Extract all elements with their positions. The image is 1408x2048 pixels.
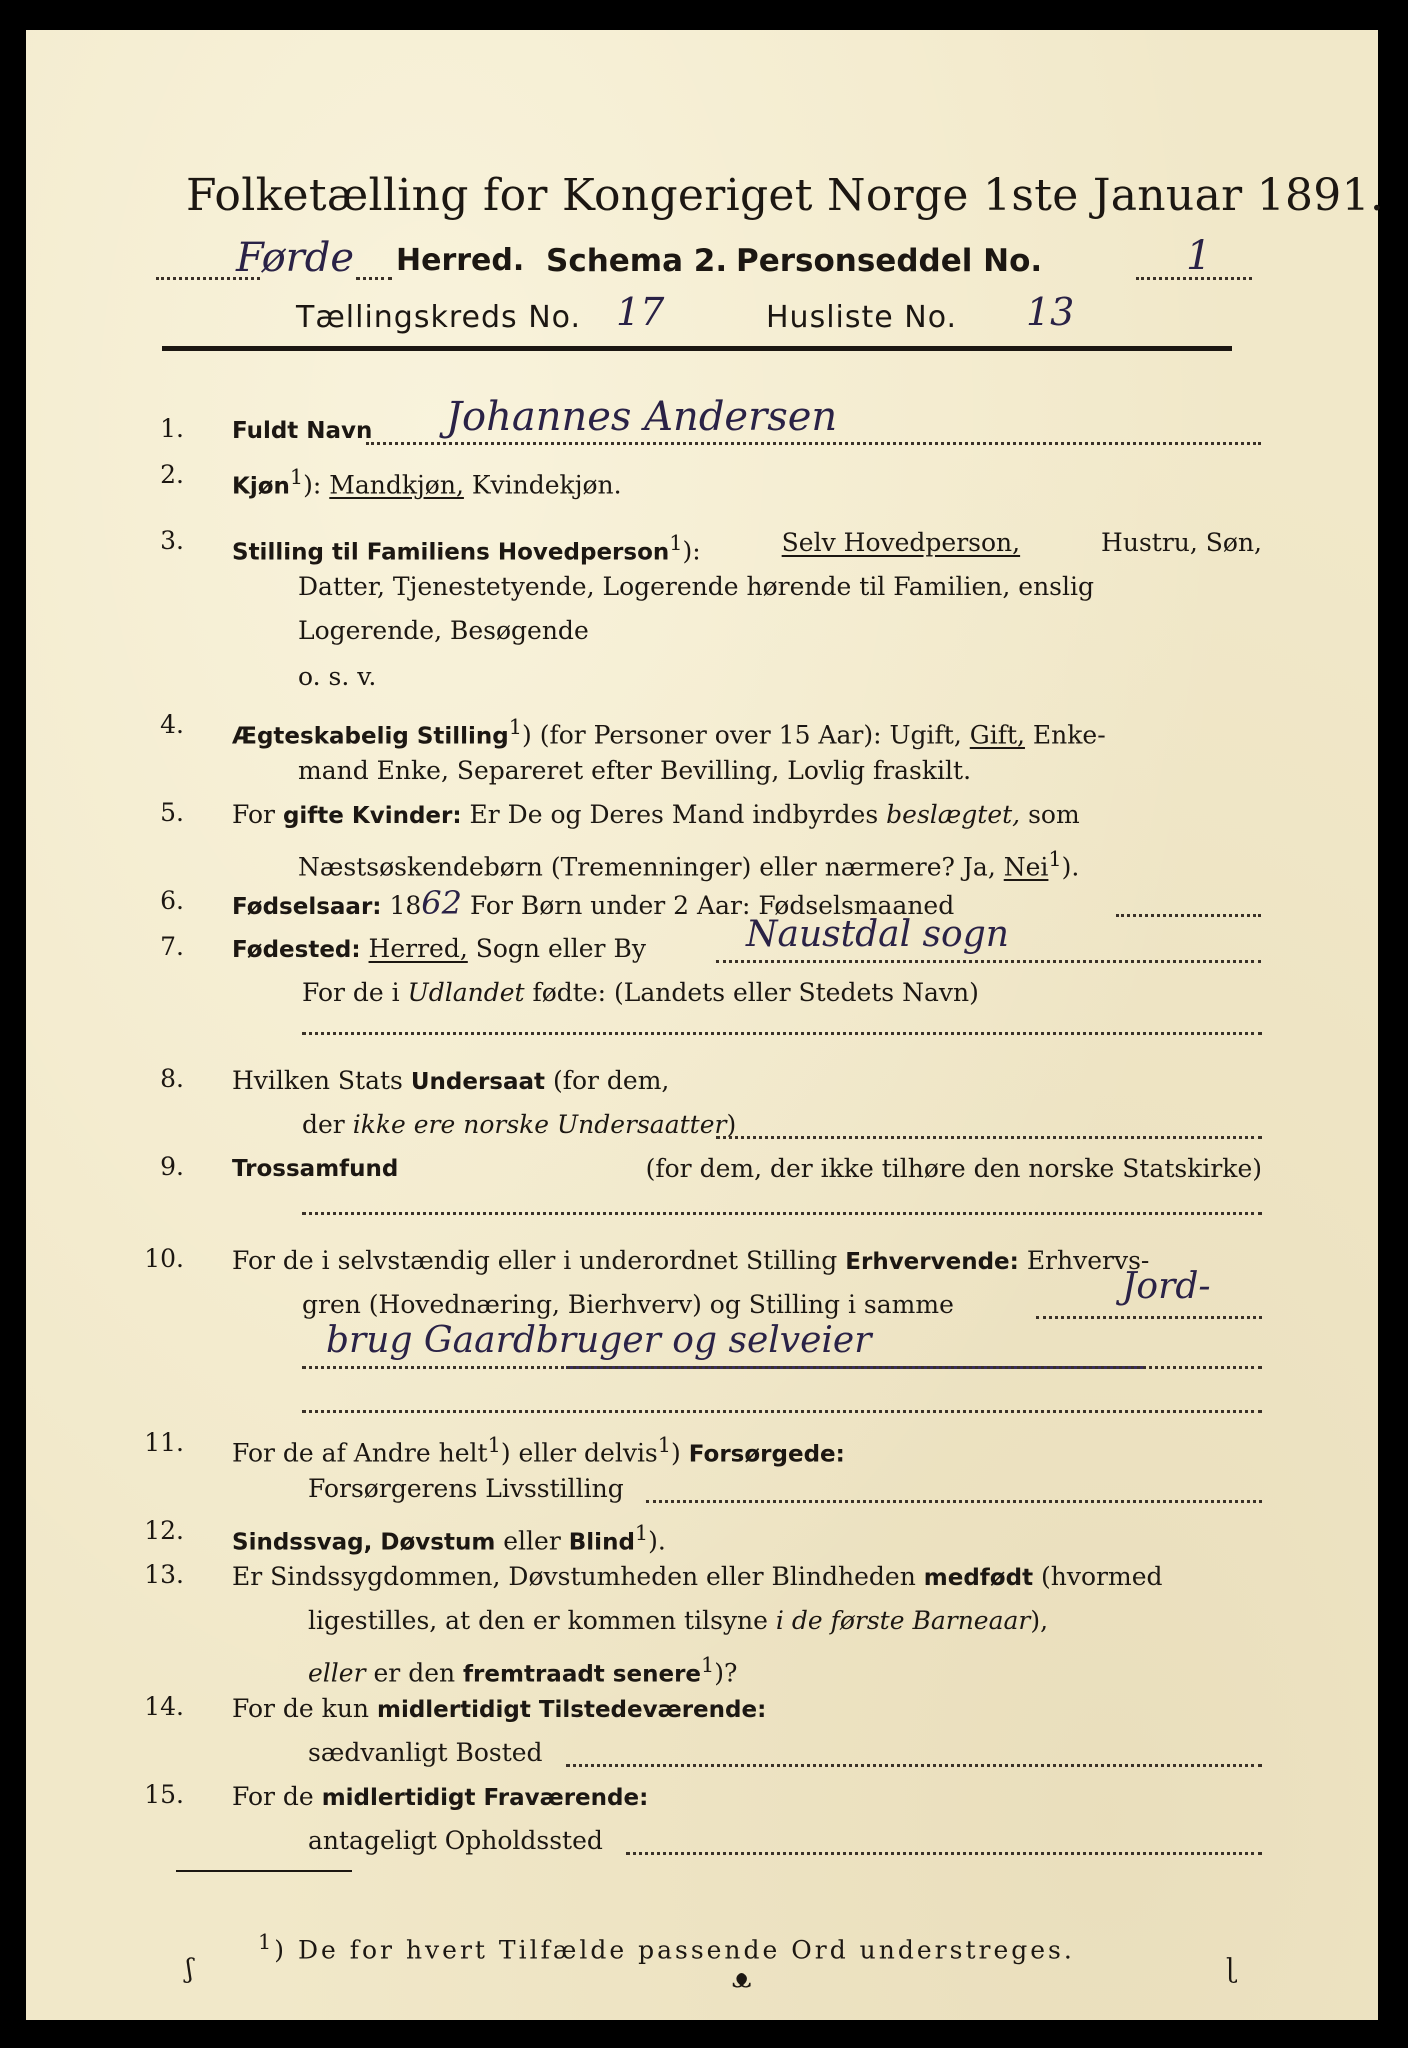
field-label: medfødt <box>923 1565 1034 1591</box>
dotted-line <box>626 1852 1262 1855</box>
kreds-number: 17 <box>616 290 665 334</box>
q13-line2 <box>308 1604 1048 1638</box>
q14-line1 <box>232 1692 766 1727</box>
text: For de kun <box>232 1694 370 1723</box>
text: (hvormed <box>1041 1562 1163 1591</box>
answer-occupation-1: Jord- <box>1122 1266 1211 1307</box>
dotted-line <box>716 960 1261 963</box>
superscript: 1 <box>258 1930 275 1954</box>
text-italic: ikke ere norske Undersaatter <box>352 1110 727 1139</box>
option-underlined: Herred, <box>368 934 468 963</box>
field-label: Erhvervende: <box>845 1249 1019 1275</box>
husliste-number: 13 <box>1026 290 1075 334</box>
text-italic: Udlandet <box>407 978 525 1007</box>
q8-line1 <box>232 1064 669 1099</box>
item-number: 6. <box>160 886 184 915</box>
q13-line3 <box>308 1648 737 1691</box>
text: Enke- <box>1032 720 1106 750</box>
item-number: 2. <box>160 460 184 489</box>
dotted-line <box>302 1366 1262 1369</box>
q11-line2: Forsørgerens Livsstilling <box>308 1474 624 1503</box>
item-number: 1. <box>160 414 184 443</box>
dotted-line <box>566 1764 1262 1767</box>
item-number: 4. <box>160 710 184 739</box>
punct: )? <box>714 1658 738 1688</box>
husliste-label: Husliste No. <box>766 300 958 335</box>
superscript: 1 <box>669 531 683 555</box>
item-number: 3. <box>160 526 184 555</box>
field-label: Stilling til Familiens Hovedperson <box>232 539 670 566</box>
q9-line <box>232 1152 1262 1186</box>
item-number: 15. <box>144 1780 184 1809</box>
dotted-line <box>1116 914 1261 917</box>
personseddel-label: Personseddel No. <box>736 243 1043 279</box>
option: Kvindekjøn. <box>471 470 622 500</box>
text: For <box>232 800 275 829</box>
personseddel-number: 1 <box>1186 233 1212 279</box>
q7-line2 <box>302 976 979 1010</box>
text-italic: beslægtet, <box>886 800 1021 829</box>
q12-line <box>232 1516 666 1559</box>
text: Erhvervs- <box>1026 1246 1150 1275</box>
field-label: Sindssvag, Døvstum <box>232 1529 496 1556</box>
q10-line1 <box>232 1244 1149 1279</box>
text: ligestilles, at den er kommen tilsyne <box>308 1606 768 1635</box>
text: For de af Andre helt <box>232 1438 488 1468</box>
field-label: Fuldt Navn <box>232 418 373 444</box>
item-number: 10. <box>144 1244 184 1273</box>
header-divider <box>162 346 1232 351</box>
footnote-text: ) De for hvert Tilfælde passende Ord understreges. <box>274 1935 1075 1965</box>
herred-value: Førde <box>236 235 355 281</box>
q8-line2 <box>302 1108 736 1142</box>
herred-label: Herred. <box>396 243 525 278</box>
superscript: 1 <box>487 1433 501 1457</box>
field-label: Ægteskabelig Stilling <box>232 723 509 750</box>
punct: ) <box>726 1110 737 1139</box>
option-underlined: Mandkjøn, <box>329 470 464 500</box>
q5-line2 <box>298 842 1079 884</box>
superscript: 1 <box>634 1521 649 1545</box>
field-label: fremtraadt senere <box>463 1661 702 1688</box>
schema-label: Schema 2. <box>546 243 728 279</box>
corner-mark: ɭ <box>1226 1954 1236 1984</box>
text: Er Sindssygdommen, Døvstumheden eller Blindheden <box>232 1562 916 1591</box>
dotted-line <box>366 442 1261 445</box>
item-number: 12. <box>144 1516 184 1545</box>
text: fødte: (Landets eller Stedets Navn) <box>532 978 979 1007</box>
kreds-label: Tællingskreds No. <box>296 300 581 335</box>
superscript: 1 <box>508 715 523 739</box>
q3-line1 <box>232 526 1262 569</box>
field-label: Undersaat <box>410 1069 546 1095</box>
option-underlined: Selv Hovedperson, <box>781 528 1021 557</box>
dotted-line <box>716 1136 1262 1139</box>
text: For Børn under 2 Aar: Fødselsmaaned <box>469 891 955 920</box>
item-number: 8. <box>160 1064 184 1093</box>
text: For de i <box>302 978 400 1007</box>
field-label: Fødselsaar: <box>232 894 382 920</box>
punct: ). <box>1061 852 1080 882</box>
corner-mark: ᴥ <box>732 1964 752 1994</box>
item-number: 9. <box>160 1152 184 1181</box>
text: Hvilken Stats <box>232 1066 403 1095</box>
field-label: gifte Kvinder: <box>282 803 462 829</box>
item-number: 5. <box>160 798 184 827</box>
q5-line1 <box>232 798 1080 833</box>
field-label: Fødested: <box>232 937 361 963</box>
punct: ) <box>671 1438 681 1468</box>
q15-line1 <box>232 1780 648 1815</box>
item-number: 11. <box>144 1428 184 1457</box>
punct: ): <box>682 536 701 566</box>
superscript: 1 <box>657 1433 672 1457</box>
q10-line2: gren (Hovednæring, Bierhverv) og Stilling i samme <box>302 1290 954 1319</box>
superscript: 1 <box>1048 847 1062 871</box>
q4-line1 <box>232 710 1106 753</box>
form-title: Folketælling for Kongeriget Norge 1ste Januar 1891. <box>186 170 1385 221</box>
dotted-line <box>302 1032 1262 1035</box>
text: ) eller delvis <box>500 1438 658 1468</box>
text: (for dem, <box>552 1066 670 1095</box>
q3-line3: Logerende, Besøgende <box>298 616 589 645</box>
q2-line <box>232 460 622 503</box>
dotted-line <box>1136 277 1252 280</box>
dotted-line <box>356 277 392 280</box>
text: eller <box>503 1526 561 1556</box>
q4-line2: mand Enke, Separeret efter Bevilling, Lovlig fraskilt. <box>298 756 972 785</box>
text-italic: eller <box>308 1658 366 1688</box>
punct: ), <box>1030 1606 1049 1635</box>
item-number: 13. <box>144 1560 184 1589</box>
field-label: Trossamfund <box>232 1156 399 1182</box>
footnote <box>258 1930 1075 1964</box>
text: ) (for Personer over 15 Aar): Ugift, <box>522 720 962 750</box>
answer-birthplace: Naustdal sogn <box>746 914 1009 955</box>
text: Næstsøskendebørn (Tremenninger) eller nærmere? Ja, <box>298 852 996 882</box>
options: Hustru, Søn, <box>1101 528 1262 557</box>
superscript: 1 <box>289 465 304 489</box>
punct: ). <box>648 1526 666 1556</box>
q3-line4: o. s. v. <box>298 662 377 691</box>
q11-line1 <box>232 1428 845 1471</box>
field-label: Kjøn <box>232 473 290 500</box>
q3-line2: Datter, Tjenestetyende, Logerende hørende til Familien, enslig <box>298 572 1095 601</box>
text: For de i selvstændig eller i underordnet Stilling <box>232 1246 838 1275</box>
answer-occupation-2: brug Gaardbruger og selveier <box>326 1320 872 1361</box>
text: Sogn eller By <box>475 934 646 963</box>
field-label: midlertidigt Tilstedeværende: <box>376 1697 767 1723</box>
text: som <box>1028 800 1080 829</box>
census-form <box>26 30 1385 2020</box>
option-underlined: Gift, <box>969 720 1025 750</box>
superscript: 1 <box>701 1653 715 1677</box>
corner-mark: ʃ <box>186 1954 194 1984</box>
q13-line1 <box>232 1560 1163 1595</box>
answer-name: Johannes Andersen <box>446 394 838 440</box>
option-underlined: Nei <box>1003 852 1049 882</box>
text: (for dem, der ikke tilhøre den norske Statskirke) <box>645 1154 1262 1183</box>
dotted-line <box>302 1410 1262 1413</box>
punct: ): <box>303 470 322 500</box>
text: 18 <box>389 891 422 920</box>
footnote-divider <box>176 1870 352 1872</box>
q7-line1 <box>232 932 646 967</box>
dotted-line <box>1036 1316 1262 1319</box>
text-italic: i de første Barneaar <box>775 1606 1031 1635</box>
item-number: 14. <box>144 1692 184 1721</box>
dotted-line <box>646 1500 1262 1503</box>
text: Er De og Deres Mand indbyrdes <box>469 800 879 829</box>
field-label: midlertidigt Fraværende: <box>321 1785 649 1811</box>
field-label: Blind <box>568 1529 635 1556</box>
text: der <box>302 1110 345 1139</box>
q14-line2: sædvanligt Bosted <box>308 1738 543 1767</box>
dotted-line <box>302 1212 1262 1215</box>
text: For de <box>232 1782 314 1811</box>
text: er den <box>373 1658 456 1688</box>
q15-line2: antageligt Opholdssted <box>308 1826 603 1855</box>
field-label: Forsørgede: <box>688 1441 845 1468</box>
answer-year: 62 <box>421 884 462 922</box>
item-number: 7. <box>160 932 184 961</box>
